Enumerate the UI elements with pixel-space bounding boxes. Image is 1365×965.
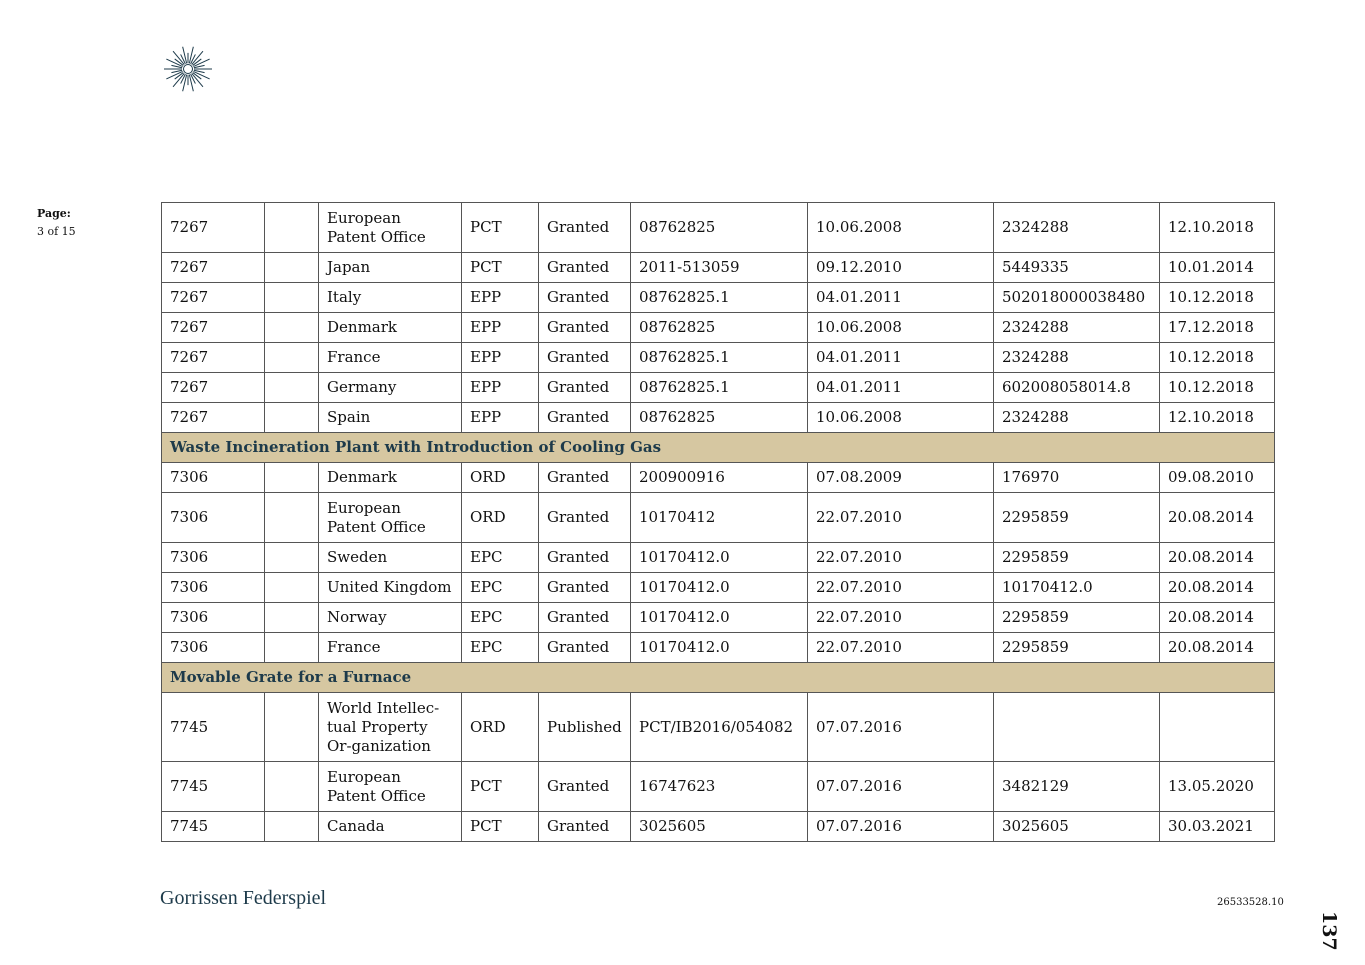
cell-application-number: 10170412.0 — [631, 603, 808, 633]
cell-status: Granted — [539, 603, 631, 633]
cell-filing-type: ORD — [462, 493, 539, 543]
cell-status: Granted — [539, 493, 631, 543]
cell-country: Denmark — [319, 313, 462, 343]
cell-application-number: 08762825.1 — [631, 373, 808, 403]
cell-application-number: 200900916 — [631, 463, 808, 493]
cell-filing-date: 22.07.2010 — [808, 573, 994, 603]
cell-filing-type: EPP — [462, 283, 539, 313]
cell-filing-type: ORD — [462, 693, 539, 762]
cell-status: Granted — [539, 762, 631, 812]
cell-grant-date: 10.01.2014 — [1160, 253, 1275, 283]
cell-filing-type: EPP — [462, 373, 539, 403]
cell-filing-type: EPP — [462, 313, 539, 343]
cell-country: France — [319, 343, 462, 373]
cell-application-number: PCT/IB2016/054082 — [631, 693, 808, 762]
cell-filing-date: 07.07.2016 — [808, 762, 994, 812]
cell-patent-number: 2295859 — [994, 543, 1160, 573]
cell-case-number: 7267 — [162, 403, 265, 433]
page-number: 137 — [1318, 911, 1340, 951]
page-label: Page: — [37, 207, 71, 220]
cell-filing-date: 09.12.2010 — [808, 253, 994, 283]
cell-country: Germany — [319, 373, 462, 403]
cell-case-number: 7267 — [162, 283, 265, 313]
cell-case-number: 7745 — [162, 762, 265, 812]
cell-patent-number: 5449335 — [994, 253, 1160, 283]
cell-patent-number: 3025605 — [994, 812, 1160, 842]
cell-filing-type: EPC — [462, 573, 539, 603]
cell-case-number: 7745 — [162, 812, 265, 842]
table-row — [162, 203, 1275, 253]
cell-country: Norway — [319, 603, 462, 633]
cell-filing-type: EPP — [462, 403, 539, 433]
cell-status: Granted — [539, 403, 631, 433]
cell-grant-date: 09.08.2010 — [1160, 463, 1275, 493]
cell-grant-date: 13.05.2020 — [1160, 762, 1275, 812]
table-row — [162, 403, 1275, 433]
cell-case-number: 7306 — [162, 603, 265, 633]
cell-case-number: 7267 — [162, 253, 265, 283]
cell-application-number: 10170412.0 — [631, 543, 808, 573]
cell-reference — [265, 762, 319, 812]
cell-reference — [265, 253, 319, 283]
cell-case-number: 7267 — [162, 343, 265, 373]
cell-reference — [265, 343, 319, 373]
cell-status: Granted — [539, 812, 631, 842]
cell-country: France — [319, 633, 462, 663]
cell-grant-date: 10.12.2018 — [1160, 283, 1275, 313]
cell-reference — [265, 283, 319, 313]
cell-grant-date — [1160, 693, 1275, 762]
cell-status: Published — [539, 693, 631, 762]
table-row — [162, 633, 1275, 663]
cell-filing-date: 22.07.2010 — [808, 633, 994, 663]
cell-grant-date: 20.08.2014 — [1160, 543, 1275, 573]
cell-patent-number: 2324288 — [994, 343, 1160, 373]
cell-filing-type: EPP — [462, 343, 539, 373]
cell-application-number: 08762825.1 — [631, 283, 808, 313]
cell-case-number: 7306 — [162, 543, 265, 573]
cell-patent-number: 176970 — [994, 463, 1160, 493]
cell-reference — [265, 463, 319, 493]
cell-filing-date: 22.07.2010 — [808, 603, 994, 633]
cell-patent-number: 3482129 — [994, 762, 1160, 812]
cell-application-number: 16747623 — [631, 762, 808, 812]
cell-status: Granted — [539, 573, 631, 603]
cell-status: Granted — [539, 313, 631, 343]
cell-filing-date: 22.07.2010 — [808, 493, 994, 543]
cell-case-number: 7306 — [162, 463, 265, 493]
cell-patent-number: 2295859 — [994, 633, 1160, 663]
cell-grant-date: 30.03.2021 — [1160, 812, 1275, 842]
cell-application-number: 08762825.1 — [631, 343, 808, 373]
cell-patent-number: 502018000038480 — [994, 283, 1160, 313]
cell-grant-date: 10.12.2018 — [1160, 343, 1275, 373]
cell-status: Granted — [539, 343, 631, 373]
cell-status: Granted — [539, 633, 631, 663]
cell-patent-number: 2295859 — [994, 493, 1160, 543]
cell-patent-number: 2324288 — [994, 313, 1160, 343]
table-row — [162, 463, 1275, 493]
cell-country: Canada — [319, 812, 462, 842]
table-row — [162, 493, 1275, 543]
cell-case-number: 7306 — [162, 573, 265, 603]
cell-status: Granted — [539, 283, 631, 313]
cell-filing-date: 10.06.2008 — [808, 313, 994, 343]
cell-status: Granted — [539, 203, 631, 253]
cell-status: Granted — [539, 463, 631, 493]
cell-filing-type: ORD — [462, 463, 539, 493]
cell-reference — [265, 313, 319, 343]
cell-application-number: 10170412 — [631, 493, 808, 543]
table-row — [162, 313, 1275, 343]
cell-country: European Patent Office — [319, 203, 462, 253]
cell-filing-type: EPC — [462, 603, 539, 633]
cell-reference — [265, 373, 319, 403]
section-header-row — [162, 433, 1275, 463]
table-row — [162, 603, 1275, 633]
cell-filing-date: 07.08.2009 — [808, 463, 994, 493]
cell-grant-date: 20.08.2014 — [1160, 633, 1275, 663]
cell-filing-date: 07.07.2016 — [808, 693, 994, 762]
cell-case-number: 7306 — [162, 633, 265, 663]
cell-country: European Patent Office — [319, 762, 462, 812]
section-header-row — [162, 663, 1275, 693]
table-row — [162, 343, 1275, 373]
cell-status: Granted — [539, 543, 631, 573]
cell-reference — [265, 403, 319, 433]
cell-reference — [265, 543, 319, 573]
document-number: 26533528.10 — [1217, 897, 1284, 908]
cell-filing-type: PCT — [462, 203, 539, 253]
table-row — [162, 373, 1275, 403]
cell-grant-date: 20.08.2014 — [1160, 603, 1275, 633]
cell-filing-date: 10.06.2008 — [808, 403, 994, 433]
cell-application-number: 08762825 — [631, 313, 808, 343]
cell-reference — [265, 573, 319, 603]
cell-filing-type: PCT — [462, 812, 539, 842]
cell-application-number: 3025605 — [631, 812, 808, 842]
section-title: Movable Grate for a Furnace — [162, 663, 1275, 693]
cell-filing-type: PCT — [462, 762, 539, 812]
cell-case-number: 7306 — [162, 493, 265, 543]
cell-country: World Intellec-tual Property Or-ganization — [319, 693, 462, 762]
cell-country: Japan — [319, 253, 462, 283]
cell-filing-date: 22.07.2010 — [808, 543, 994, 573]
cell-application-number: 2011-513059 — [631, 253, 808, 283]
cell-grant-date: 20.08.2014 — [1160, 573, 1275, 603]
cell-filing-type: EPC — [462, 543, 539, 573]
cell-reference — [265, 633, 319, 663]
cell-reference — [265, 603, 319, 633]
cell-patent-number — [994, 693, 1160, 762]
table-row — [162, 543, 1275, 573]
cell-patent-number: 10170412.0 — [994, 573, 1160, 603]
cell-patent-number: 602008058014.8 — [994, 373, 1160, 403]
cell-country: Denmark — [319, 463, 462, 493]
cell-application-number: 08762825 — [631, 203, 808, 253]
cell-case-number: 7267 — [162, 373, 265, 403]
cell-country: Sweden — [319, 543, 462, 573]
cell-grant-date: 12.10.2018 — [1160, 403, 1275, 433]
cell-country: United Kingdom — [319, 573, 462, 603]
cell-filing-date: 07.07.2016 — [808, 812, 994, 842]
cell-filing-date: 04.01.2011 — [808, 283, 994, 313]
cell-case-number: 7267 — [162, 313, 265, 343]
cell-status: Granted — [539, 253, 631, 283]
table-row — [162, 693, 1275, 762]
cell-country: Italy — [319, 283, 462, 313]
cell-case-number: 7745 — [162, 693, 265, 762]
cell-application-number: 08762825 — [631, 403, 808, 433]
section-title: Waste Incineration Plant with Introduction of Cooling Gas — [162, 433, 1275, 463]
cell-filing-type: EPC — [462, 633, 539, 663]
cell-status: Granted — [539, 373, 631, 403]
table-row — [162, 812, 1275, 842]
table-row — [162, 253, 1275, 283]
cell-application-number: 10170412.0 — [631, 633, 808, 663]
cell-country: Spain — [319, 403, 462, 433]
cell-filing-date: 04.01.2011 — [808, 373, 994, 403]
cell-country: European Patent Office — [319, 493, 462, 543]
cell-patent-number: 2295859 — [994, 603, 1160, 633]
cell-filing-type: PCT — [462, 253, 539, 283]
starburst-logo-icon — [158, 44, 218, 94]
cell-reference — [265, 493, 319, 543]
cell-filing-date: 04.01.2011 — [808, 343, 994, 373]
table-row — [162, 573, 1275, 603]
cell-reference — [265, 693, 319, 762]
page-indicator: 3 of 15 — [37, 225, 76, 238]
cell-patent-number: 2324288 — [994, 203, 1160, 253]
cell-grant-date: 12.10.2018 — [1160, 203, 1275, 253]
cell-grant-date: 10.12.2018 — [1160, 373, 1275, 403]
cell-patent-number: 2324288 — [994, 403, 1160, 433]
cell-application-number: 10170412.0 — [631, 573, 808, 603]
cell-filing-date: 10.06.2008 — [808, 203, 994, 253]
cell-grant-date: 20.08.2014 — [1160, 493, 1275, 543]
table-row — [162, 283, 1275, 313]
firm-name: Gorrissen Federspiel — [160, 887, 327, 909]
cell-reference — [265, 203, 319, 253]
cell-case-number: 7267 — [162, 203, 265, 253]
patent-table — [161, 202, 1275, 842]
cell-reference — [265, 812, 319, 842]
cell-grant-date: 17.12.2018 — [1160, 313, 1275, 343]
table-row — [162, 762, 1275, 812]
